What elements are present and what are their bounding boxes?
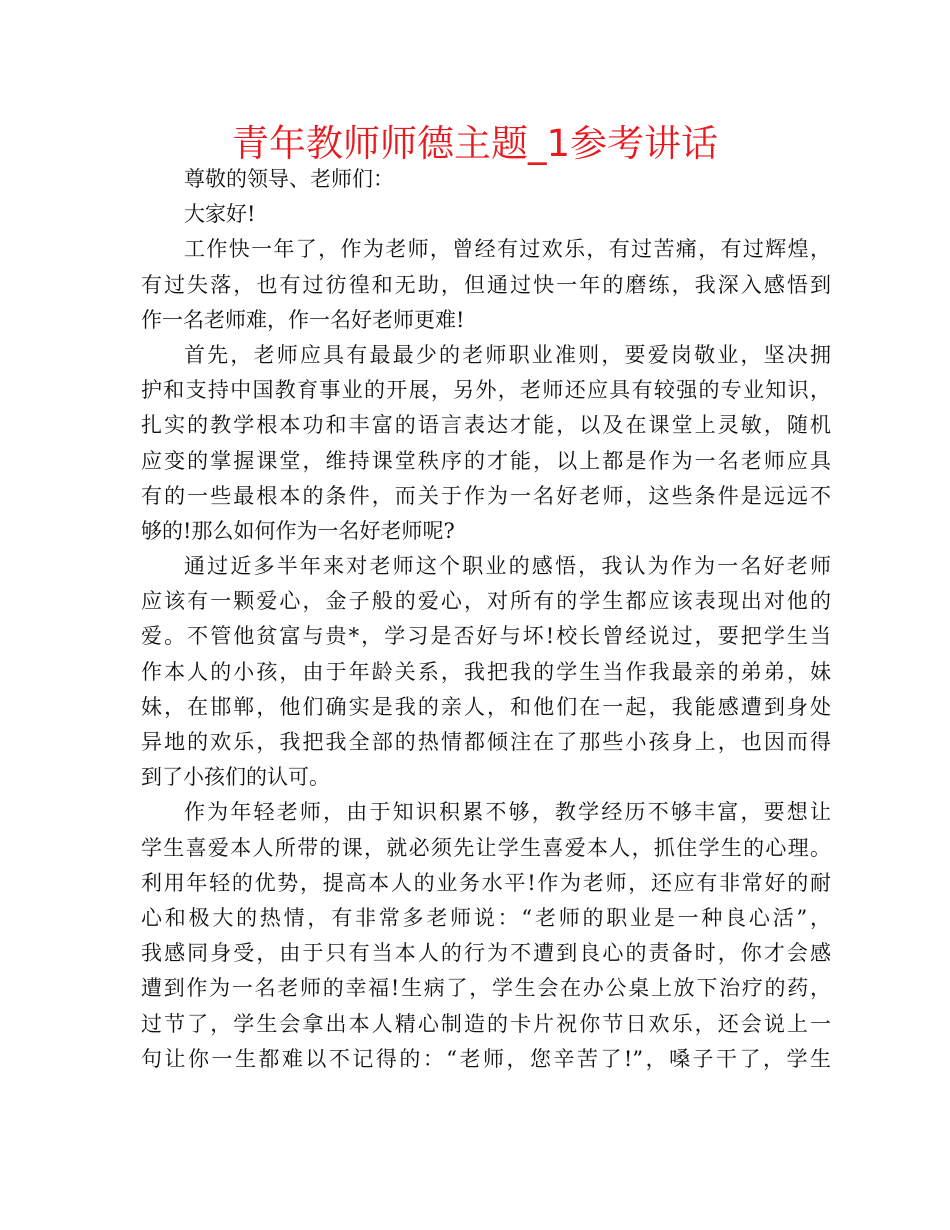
paragraph-4-line: 遭到作为一名老师的幸福!生病了，学生会在办公桌上放下治疗的药，: [141, 976, 831, 1001]
paragraph-4-line: 作为年轻老师，由于知识积累不够，教学经历不够丰富，要想让: [184, 800, 831, 825]
paragraph-4-line: 学生喜爱本人所带的课，就必须先让学生喜爱本人，抓住学生的心理。: [141, 835, 831, 860]
paragraph-4-line: 心和极大的热情，有非常多老师说：“老师的职业是一种良心活”，: [141, 905, 831, 930]
paragraph-2-line: 扎实的教学根本功和丰富的语言表达才能，以及在课堂上灵敏，随机: [141, 413, 831, 438]
paragraph-2-line: 护和支持中国教育事业的开展，另外，老师还应具有较强的专业知识，: [141, 378, 831, 403]
paragraph-1-line: 工作快一年了，作为老师，曾经有过欢乐，有过苦痛，有过辉煌，: [184, 237, 831, 262]
paragraph-2-line: 首先，老师应具有最最少的老师职业准则，要爱岗敬业，坚决拥: [184, 342, 831, 367]
paragraph-2-line: 够的!那么如何作为一名好老师呢?: [141, 518, 455, 543]
paragraph-4-line: 句让你一生都难以不记得的：“老师，您辛苦了!”，嗓子干了，学生: [141, 1046, 831, 1071]
paragraph-2-line: 应变的掌握课堂，维持课堂秩序的才能，以上都是作为一名老师应具: [141, 448, 831, 473]
paragraph-3-line: 异地的欢乐，我把我全部的热情都倾注在了那些小孩身上，也因而得: [141, 730, 831, 754]
paragraph-1-line: 作一名老师难，作一名好老师更难!: [141, 307, 465, 332]
salutation-line: 尊敬的领导、老师们：: [184, 167, 394, 191]
paragraph-2-line: 有的一些最根本的条件，而关于作为一名好老师，这些条件是远远不: [141, 483, 831, 508]
paragraph-4-line: 过节了，学生会拿出本人精心制造的卡片祝你节日欢乐，还会说上一: [141, 1011, 831, 1036]
paragraph-3-line: 爱。不管他贫富与贵*，学习是否好与坏!校长曾经说过，要把学生当: [141, 624, 831, 649]
paragraph-3-line: 通过近多半年来对老师这个职业的感悟，我认为作为一名好老师: [184, 554, 831, 579]
paragraph-3-line: 作本人的小孩，由于年龄关系，我把我的学生当作我最亲的弟弟，妹: [141, 659, 831, 684]
paragraph-4-line: 我感同身受，由于只有当本人的行为不遭到良心的责备时，你才会感: [141, 941, 831, 966]
document-body: [141, 162, 831, 1077]
document-title: 青年教师师德主题_1参考讲话: [231, 122, 719, 165]
paragraph-4-line: 利用年轻的优势，提高本人的业务水平!作为老师，还应有非常好的耐: [141, 870, 831, 895]
paragraph-3-line: 应该有一颗爱心，金子般的爱心，对所有的学生都应该表现出对他的: [141, 589, 831, 614]
paragraph-3-line: 妹，在邯郸，他们确实是我的亲人，和他们在一起，我能感遭到身处: [141, 694, 831, 719]
greeting-line: 大家好!: [184, 202, 256, 227]
paragraph-3-line: 到了小孩们的认可。: [141, 765, 330, 790]
paragraph-1-line: 有过失落，也有过彷徨和无助，但通过快一年的磨练，我深入感悟到: [141, 272, 831, 297]
